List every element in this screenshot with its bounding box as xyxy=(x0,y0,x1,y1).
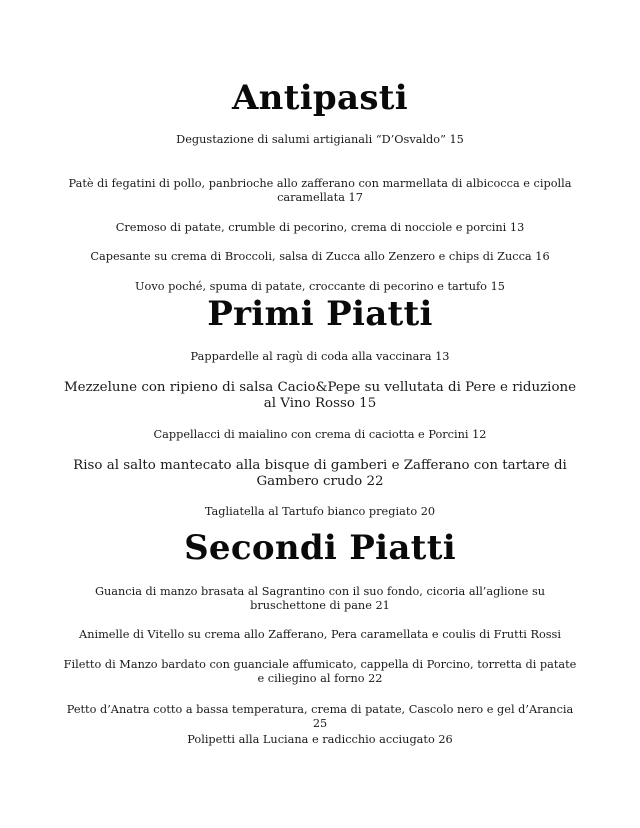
section-title-secondi-piatti: Secondi Piatti xyxy=(184,528,456,568)
menu-item: Filetto di Manzo bardato con guanciale affumicato, cappella di Porcino, torretta di patate e ciliegino al forno 22 xyxy=(63,658,577,685)
menu-item: Cremoso di patate, crumble di pecorino, crema di nocciole e porcini 13 xyxy=(115,221,525,234)
menu-item: Petto d’Anatra cotto a bassa temperatura, crema di patate, Cascolo nero e gel d’Arancia 25 xyxy=(66,703,574,730)
menu-item: Tagliatella al Tartufo bianco pregiato 20 xyxy=(204,505,436,518)
menu-item: Degustazione di salumi artigianali “D’Osvaldo” 15 xyxy=(176,133,464,146)
menu-item: Uovo poché, spuma di patate, croccante di pecorino e tartufo 15 xyxy=(135,280,505,293)
menu-item: Polipetti alla Luciana e radicchio acciugato 26 xyxy=(187,733,453,746)
menu-item: Cappellacci di maialino con crema di caciotta e Porcini 12 xyxy=(153,428,487,441)
menu-item: Animelle di Vitello su crema allo Zafferano, Pera caramellata e coulis di Frutti Rossi xyxy=(79,628,561,641)
menu-item: Guancia di manzo brasata al Sagrantino con il suo fondo, cicoria all’aglione su bruschettone di pane 21 xyxy=(94,585,546,612)
menu-item: Patè di fegatini di pollo, panbrioche allo zafferano con marmellata di albicocca e cipolla caramellata 17 xyxy=(68,177,572,204)
menu-item: Pappardelle al ragù di coda alla vaccinara 13 xyxy=(190,350,450,363)
section-title-antipasti: Antipasti xyxy=(232,78,408,118)
menu-item: Riso al salto mantecato alla bisque di gamberi e Zafferano con tartare di Gambero crudo 22 xyxy=(73,458,567,489)
section-title-primi-piatti: Primi Piatti xyxy=(207,294,433,334)
menu-item: Capesante su crema di Broccoli, salsa di Zucca allo Zenzero e chips di Zucca 16 xyxy=(90,250,550,263)
menu-item: Mezzelune con ripieno di salsa Cacio&Pepe su vellutata di Pere e riduzione al Vino Rosso 15 xyxy=(63,380,577,411)
